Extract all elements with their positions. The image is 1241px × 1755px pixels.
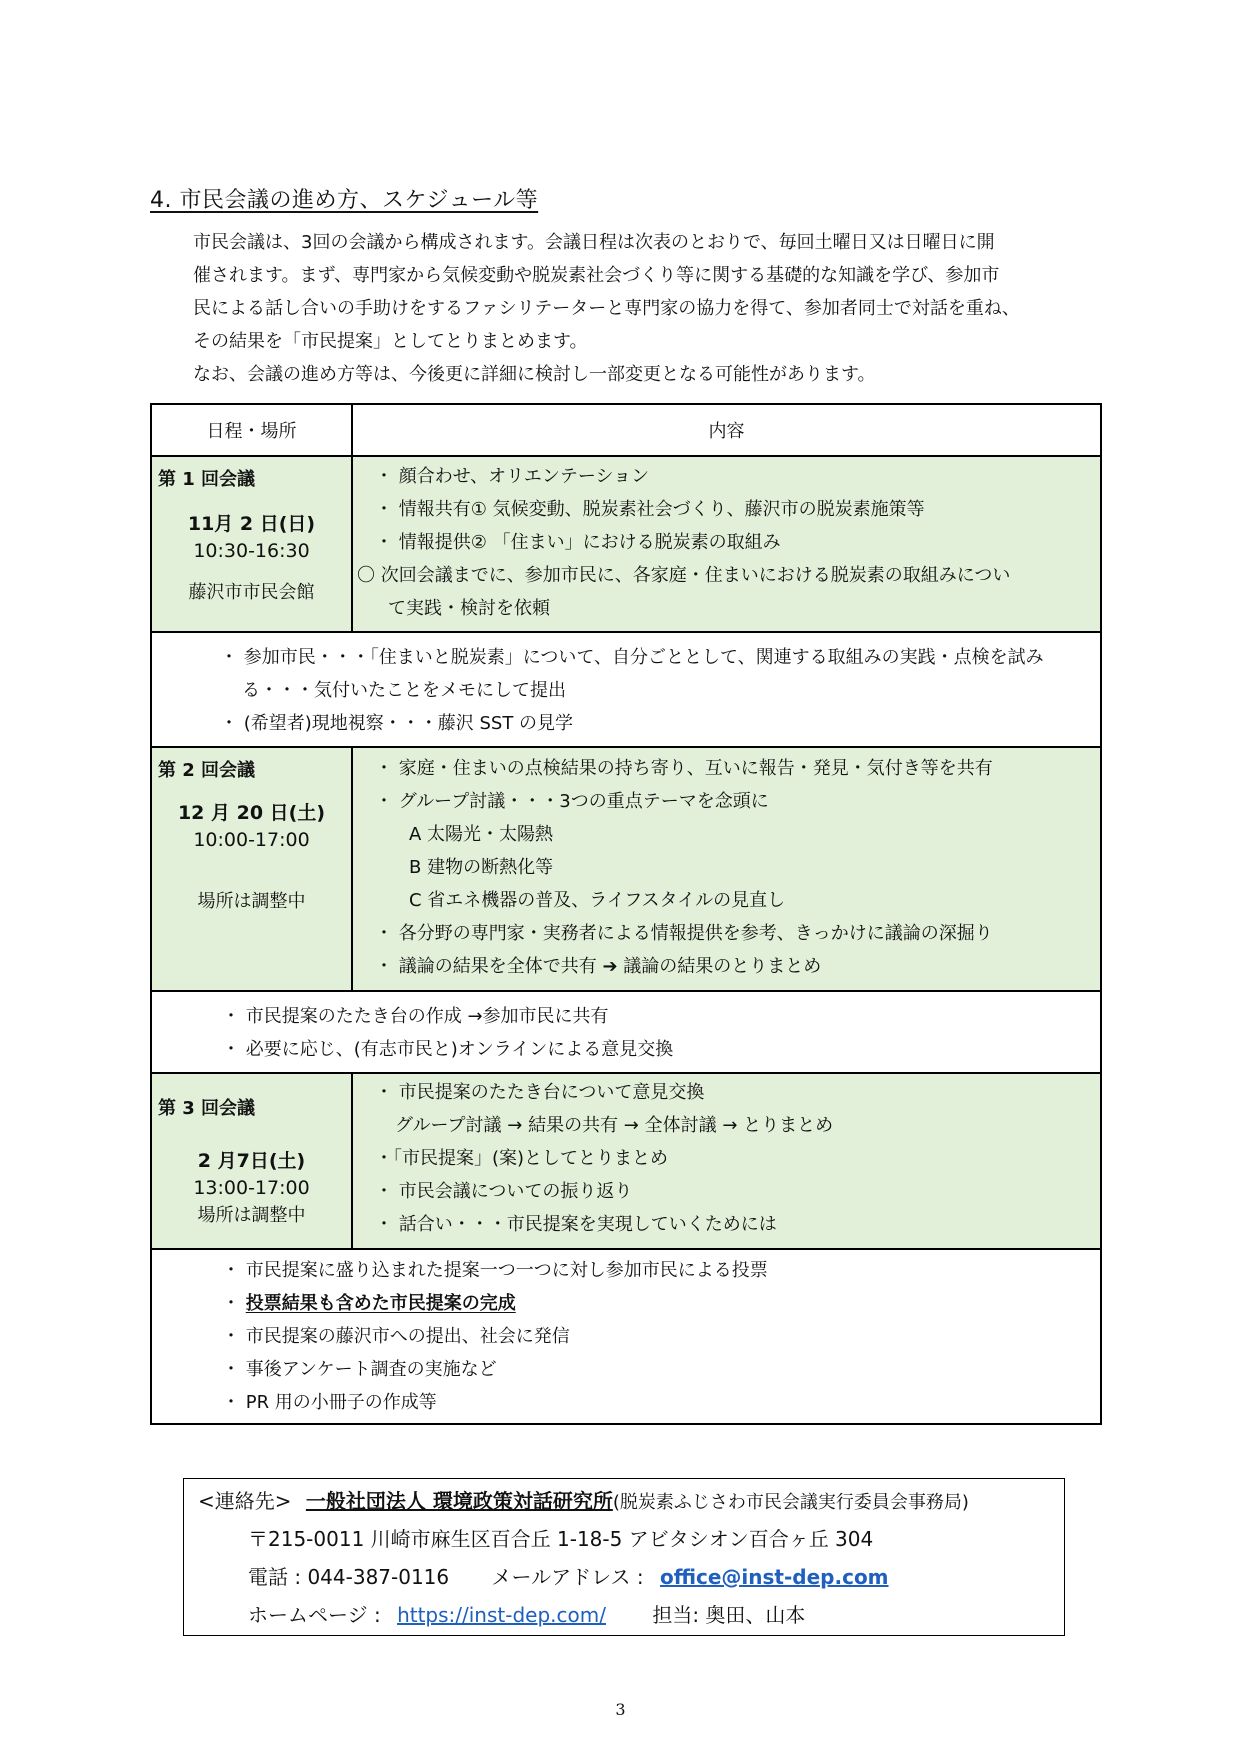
meeting-date: 2 月7日(土) <box>197 1150 306 1172</box>
between-row <box>151 991 1101 1073</box>
list-item: ・ 参加市民・・・「住まいと脱炭素」について、自分ごととして、関連する取組みの実践・点検を試み <box>220 647 1044 668</box>
meeting-place: 藤沢市市民会館 <box>188 582 315 603</box>
homepage-link[interactable]: https://inst-dep.com/ <box>397 1603 606 1627</box>
meeting-date: 11月 2 日(日) <box>187 513 316 535</box>
list-item: A 太陽光・太陽熱 <box>409 824 554 845</box>
list-item: ・ 市民提案に盛り込まれた提案一つ一つに対し参加市民による投票 <box>222 1260 768 1281</box>
meeting-content <box>352 456 1101 632</box>
hp-label: ホームページ : <box>248 1603 381 1627</box>
list-item: ・ 必要に応じ、(有志市民と)オンラインによる意見交換 <box>222 1039 674 1060</box>
list-item: ・ 情報提供② 「住まい」における脱炭素の取組み <box>375 532 781 553</box>
meeting-time: 13:00-17:00 <box>193 1177 310 1199</box>
contact-line-org <box>198 1485 969 1514</box>
list-item: ・ 顔合わせ、オリエンテーション <box>375 466 650 487</box>
contact-line-hp <box>248 1599 805 1628</box>
header-schedule: 日程・場所 <box>151 404 352 456</box>
after-content <box>151 1249 1101 1424</box>
meeting-title: 第 1 回会議 <box>158 469 256 490</box>
list-item: ・ 各分野の専門家・実務者による情報提供を参考、きっかけに議論の深掘り <box>375 923 993 944</box>
after-row <box>151 1249 1101 1424</box>
meeting-title: 第 2 回会議 <box>158 760 256 781</box>
meeting-row <box>151 456 1101 632</box>
intro-line: 民による話し合いの手助けをするファシリテーターと専門家の協力を得て、参加者同士で対話を重ね、 <box>193 298 1020 319</box>
intro-text <box>193 226 1093 391</box>
list-item: B 建物の断熱化等 <box>409 857 554 878</box>
meeting-content <box>352 747 1101 991</box>
intro-line: 催されます。まず、専門家から気候変動や脱炭素社会づくり等に関する基礎的な知識を学び、参加市 <box>193 265 1000 286</box>
list-item: ・ PR 用の小冊子の作成等 <box>222 1392 437 1413</box>
intro-line: 市民会議は、3回の会議から構成されます。会議日程は次表のとおりで、毎回土曜日又は日曜日に開 <box>193 232 995 253</box>
list-item: ・ 話合い・・・市民提案を実現していくためには <box>375 1214 777 1235</box>
meeting-info <box>151 1073 352 1249</box>
meeting-content <box>352 1073 1101 1249</box>
meeting-date: 12 月 20 日(土) <box>177 802 326 824</box>
meeting-info <box>151 456 352 632</box>
intro-line: その結果を「市民提案」としてとりまとめます。 <box>193 331 588 352</box>
header-content: 内容 <box>352 404 1101 456</box>
schedule-table <box>150 403 1102 1425</box>
meeting-row <box>151 1073 1101 1249</box>
list-item: ・ 情報共有① 気候変動、脱炭素社会づくり、藤沢市の脱炭素施策等 <box>375 499 925 520</box>
list-item: ・ 市民提案の藤沢市への提出、社会に発信 <box>222 1326 570 1347</box>
list-item: ・ 事後アンケート調査の実施など <box>222 1359 497 1380</box>
person-in-charge: 担当: 奥田、山本 <box>652 1603 806 1627</box>
intro-line: なお、会議の進め方等は、今後更に詳細に検討し一部変更となる可能性があります。 <box>193 364 876 385</box>
contact-line-phone <box>248 1561 889 1590</box>
meeting-title: 第 3 回会議 <box>158 1098 256 1119</box>
list-item: ・ (希望者)現地視察・・・藤沢 SST の見学 <box>220 713 574 734</box>
address: 〒215-0011 川崎市麻生区百合丘 1-18-5 アビタシオン百合ヶ丘 304 <box>248 1527 874 1551</box>
page-number: 3 <box>615 1700 626 1719</box>
highlight-text: 投票結果も含めた市民提案の完成 <box>245 1293 516 1314</box>
list-item: ・ 市民提案のたたき台の作成 →参加市民に共有 <box>222 1006 609 1027</box>
list-item: 〇 次回会議までに、参加市民に、各家庭・住まいにおける脱炭素の取組みについ <box>357 565 1011 586</box>
list-item: ・ 市民会議についての振り返り <box>375 1181 633 1202</box>
between-row <box>151 632 1101 747</box>
contact-label: <連絡先> <box>198 1489 292 1513</box>
org-name: 一般社団法人 環境政策対話研究所 <box>305 1489 613 1513</box>
bullet: ・ <box>222 1293 246 1314</box>
list-item: て実践・検討を依頼 <box>388 598 550 619</box>
list-item: ・「市民提案」(案)としてとりまとめ <box>375 1148 669 1169</box>
phone: 電話 : 044-387-0116 <box>248 1565 450 1589</box>
meeting-time: 10:30-16:30 <box>193 540 310 562</box>
meeting-place: 場所は調整中 <box>197 891 306 912</box>
list-item: グループ討議 → 結果の共有 → 全体討議 → とりまとめ <box>395 1115 834 1136</box>
meeting-info <box>151 747 352 991</box>
list-item: C 省エネ機器の普及、ライフスタイルの見直し <box>409 890 786 911</box>
table-header-row <box>151 404 1101 456</box>
list-item: ・ グループ討議・・・3つの重点テーマを念頭に <box>375 791 769 812</box>
list-item: ・ 議論の結果を全体で共有 ➔ 議論の結果のとりまとめ <box>375 956 822 977</box>
list-item: ・ 市民提案のたたき台について意見交換 <box>375 1082 705 1103</box>
meeting-time: 10:00-17:00 <box>193 829 310 851</box>
list-item: ・ 家庭・住まいの点検結果の持ち寄り、互いに報告・発見・気付き等を共有 <box>375 758 993 779</box>
between-content <box>151 991 1101 1073</box>
mail-label: メールアドレス : <box>491 1565 644 1589</box>
email-link[interactable]: office@inst-dep.com <box>659 1565 889 1589</box>
org-note: (脱炭素ふじさわ市民会議実行委員会事務局) <box>612 1492 969 1513</box>
between-content <box>151 632 1101 747</box>
meeting-row <box>151 747 1101 991</box>
meeting-place: 場所は調整中 <box>197 1205 306 1226</box>
list-item: る・・・気付いたことをメモにして提出 <box>242 680 566 701</box>
list-item <box>222 1287 1100 1320</box>
section-heading: 4. 市民会議の進め方、スケジュール等 <box>150 188 539 213</box>
contact-box <box>183 1478 1065 1636</box>
